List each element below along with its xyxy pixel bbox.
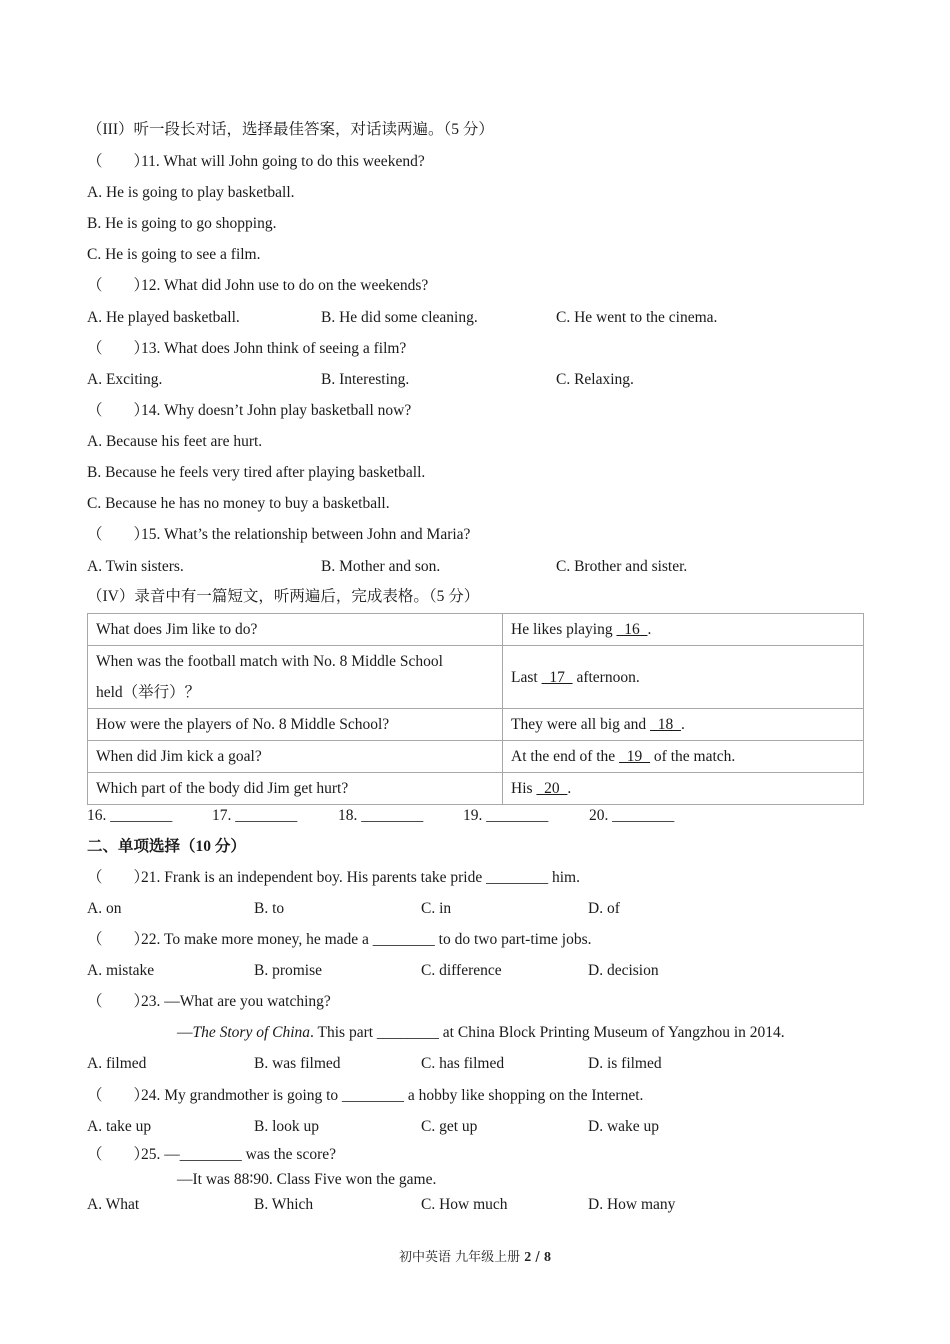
page-number: 2 (524, 1250, 532, 1265)
q13-option-c: C. Relaxing. (556, 371, 634, 388)
blank-18[interactable]: 18 (650, 716, 682, 733)
answer-paren[interactable]: （ ） (87, 993, 150, 1010)
table-answer: He likes playing 16 . (503, 614, 864, 646)
table-row (88, 646, 864, 709)
question-25: （ ）25. —________ was the score? (87, 1146, 336, 1163)
q24-options (87, 1117, 755, 1137)
question-11: （ ）11. What will John going to do this weekend? (87, 153, 425, 170)
blank-16[interactable]: 16 (616, 621, 648, 638)
q24-option-c: C. get up (421, 1118, 478, 1135)
q24-option-d: D. wake up (588, 1118, 660, 1135)
question-22: （ ）22. To make more money, he made a ________ to do two part-time jobs. (87, 931, 592, 948)
q13-option-b: B. Interesting. (321, 371, 410, 388)
answer-paren[interactable]: （ ） (87, 931, 150, 948)
q11-option-b: B. He is going to go shopping. (87, 215, 277, 232)
section-3-heading: （III）听一段长对话，选择最佳答案，对话读两遍。（5 分） (87, 121, 494, 138)
q21-option-b: B. to (254, 900, 285, 917)
answer-blank-16[interactable]: 16. ________ (87, 807, 173, 824)
answer-paren[interactable]: （ ） (87, 340, 150, 357)
table-question: When was the football match with No. 8 Middle School held（举行）？ (88, 646, 503, 709)
q15-option-b: B. Mother and son. (321, 558, 441, 575)
q25-option-b: B. Which (254, 1196, 314, 1213)
answer-blank-20[interactable]: 20. ________ (589, 807, 675, 824)
part-2-heading: 二、单项选择（10 分） (87, 838, 246, 855)
answer-blank-19[interactable]: 19. ________ (463, 807, 549, 824)
table-answer: They were all big and 18 . (503, 709, 864, 741)
q25-option-d: D. How many (588, 1196, 676, 1213)
listening-table (87, 613, 864, 805)
answer-paren[interactable]: （ ） (87, 153, 150, 170)
blank-20[interactable]: 20 (536, 780, 568, 797)
q15-option-a: A. Twin sisters. (87, 558, 184, 575)
table-question: How were the players of No. 8 Middle School? (88, 709, 503, 741)
q23-options (87, 1054, 755, 1074)
q23-option-a: A. filmed (87, 1055, 147, 1072)
answer-paren[interactable]: （ ） (87, 402, 150, 419)
q22-option-b: B. promise (254, 962, 323, 979)
q22-option-d: D. decision (588, 962, 659, 979)
question-15: （ ）15. What’s the relationship between John and Maria? (87, 526, 471, 543)
page-total: 8 (543, 1250, 551, 1265)
table-answer: At the end of the 19 of the match. (503, 741, 864, 773)
q12-option-c: C. He went to the cinema. (556, 309, 718, 326)
table-row (88, 773, 864, 805)
q11-option-a: A. He is going to play basketball. (87, 184, 295, 201)
q25-option-c: C. How much (421, 1196, 508, 1213)
q23-option-b: B. was filmed (254, 1055, 341, 1072)
table-answer: His 20 . (503, 773, 864, 805)
answer-paren[interactable]: （ ） (87, 1087, 150, 1104)
q22-option-a: A. mistake (87, 962, 155, 979)
answer-blank-18[interactable]: 18. ________ (338, 807, 424, 824)
answer-paren[interactable]: （ ） (87, 526, 150, 543)
q14-option-a: A. Because his feet are hurt. (87, 433, 263, 450)
q12-option-b: B. He did some cleaning. (321, 309, 478, 326)
table-question: When did Jim kick a goal? (88, 741, 503, 773)
q14-option-b: B. Because he feels very tired after playing basketball. (87, 464, 426, 481)
q21-options (87, 899, 755, 919)
answer-blank-17[interactable]: 17. ________ (212, 807, 298, 824)
section-4-heading: （IV）录音中有一篇短文，听两遍后，完成表格。（5 分） (87, 588, 480, 605)
question-14: （ ）14. Why doesn’t John play basketball now? (87, 402, 412, 419)
blank-19[interactable]: 19 (619, 748, 651, 765)
q25-option-a: A. What (87, 1196, 140, 1213)
q23-response: —The Story of China. This part ________ at China Block Printing Museum of Yangzhou in 2014. (177, 1024, 785, 1041)
question-12: （ ）12. What did John use to do on the weekends? (87, 277, 429, 294)
table-question: Which part of the body did Jim get hurt? (88, 773, 503, 805)
answer-paren[interactable]: （ ） (87, 869, 150, 886)
question-24: （ ）24. My grandmother is going to ________ a hobby like shopping on the Internet. (87, 1087, 644, 1104)
question-13: （ ）13. What does John think of seeing a film? (87, 340, 407, 357)
table-answer: Last 17 afternoon. (503, 646, 864, 709)
q23-option-c: C. has filmed (421, 1055, 505, 1072)
q12-option-a: A. He played basketball. (87, 309, 240, 326)
table-question: What does Jim like to do? (88, 614, 503, 646)
q21-option-d: D. of (588, 900, 620, 917)
question-23: （ ）23. —What are you watching? (87, 993, 331, 1010)
q24-option-a: A. take up (87, 1118, 152, 1135)
table-row (88, 741, 864, 773)
table-row (88, 709, 864, 741)
q22-options (87, 961, 755, 981)
page-footer: 初中英语 九年级上册 2 / 8 (399, 1250, 551, 1265)
q22-option-c: C. difference (421, 962, 502, 979)
blank-17[interactable]: 17 (541, 668, 573, 686)
q15-option-c: C. Brother and sister. (556, 558, 688, 575)
q24-option-b: B. look up (254, 1118, 320, 1135)
q13-option-a: A. Exciting. (87, 371, 163, 388)
q11-option-c: C. He is going to see a film. (87, 246, 261, 263)
q25-response: —It was 88∶90. Class Five won the game. (177, 1171, 437, 1188)
answer-paren[interactable]: （ ） (87, 1146, 150, 1163)
table-row (88, 614, 864, 646)
q25-options (87, 1195, 755, 1215)
q23-option-d: D. is filmed (588, 1055, 662, 1072)
answer-paren[interactable]: （ ） (87, 277, 150, 294)
question-21: （ ）21. Frank is an independent boy. His parents take pride ________ him. (87, 869, 580, 886)
q21-option-c: C. in (421, 900, 452, 917)
q14-option-c: C. Because he has no money to buy a basketball. (87, 495, 390, 512)
q21-option-a: A. on (87, 900, 122, 917)
